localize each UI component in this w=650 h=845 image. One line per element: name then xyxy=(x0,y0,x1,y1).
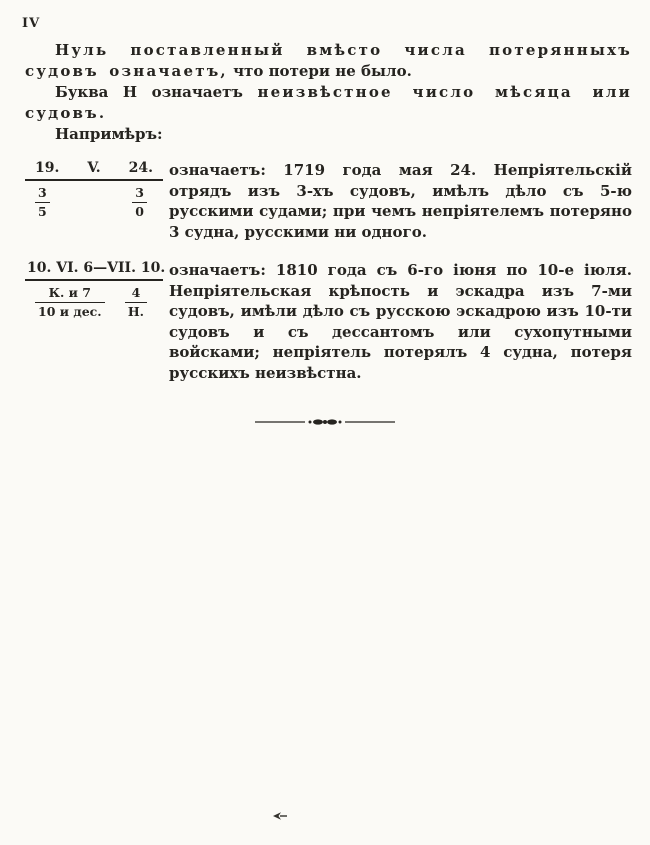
notation-fractions-2 xyxy=(25,281,163,319)
fraction-denominator: Н. xyxy=(125,302,147,319)
paragraph-1-rest: что потери не было. xyxy=(233,62,412,80)
page-content xyxy=(25,40,632,401)
fraction-denominator: 10 и дес. xyxy=(35,302,105,319)
emphasized-text-1: Нуль поставленный вмѣсто числа потерянныхъ судовъ означаетъ, xyxy=(25,41,632,80)
fraction-numerator: 3 xyxy=(135,185,144,200)
notation-year: 19. xyxy=(35,160,60,176)
paragraph-2-lead: Буква Н означаетъ xyxy=(55,83,243,101)
battle-notation-2 xyxy=(25,260,166,319)
example-row-1 xyxy=(25,160,632,242)
notation-day: 24. xyxy=(128,160,153,176)
notation-date-range: 10. VI. 6—VII. 10. xyxy=(27,260,166,276)
loss-fraction xyxy=(35,186,50,219)
notation-date-row-1 xyxy=(25,160,163,181)
fraction-denominator: 5 xyxy=(35,202,50,219)
loss-fraction xyxy=(132,186,147,219)
notation-fractions-1 xyxy=(25,181,163,219)
intro-paragraph-3: Напримѣръ: xyxy=(55,125,163,143)
printer-mark-icon xyxy=(272,806,288,816)
fraction-numerator: К. и 7 xyxy=(48,285,92,300)
emphasized-text-2: неизвѣстное число мѣсяца или судовъ. xyxy=(25,83,632,122)
example-description-1: означаетъ: 1719 года мая 24. Непріятельскій отрядъ изъ 3-хъ судовъ, имѣлъ дѣло съ 5-ю русскими судами; при чемъ непріятелемъ потеряно 3 судна, русскими ни одного. xyxy=(169,161,632,241)
fraction-denominator: 0 xyxy=(132,202,147,219)
fraction-numerator: 4 xyxy=(131,285,141,300)
notation-date-row-2 xyxy=(25,260,166,281)
tailpiece-divider-ornament-icon xyxy=(255,416,395,428)
intro-paragraph-1 xyxy=(25,40,632,82)
example-row-2 xyxy=(25,260,632,383)
examples-section xyxy=(25,160,632,383)
loss-fraction xyxy=(35,286,105,319)
intro-paragraph-2 xyxy=(25,82,632,124)
battle-notation-1 xyxy=(25,160,163,219)
notation-month: V. xyxy=(87,160,101,176)
example-description-2: означаетъ: 1810 года съ 6-го іюня по 10-е іюля. Непріятельская крѣпость и эскадра изъ 7-ми судовъ, имѣли дѣло съ русскою эскадрою изъ 10-ти судовъ и съ дессантомъ или сухопутными войсками; непріятель потерялъ 4 судна, потеря русскихъ неизвѣстна. xyxy=(169,261,632,382)
page-number: IV xyxy=(22,16,41,31)
fraction-numerator: 3 xyxy=(38,185,47,200)
loss-fraction xyxy=(125,286,147,319)
